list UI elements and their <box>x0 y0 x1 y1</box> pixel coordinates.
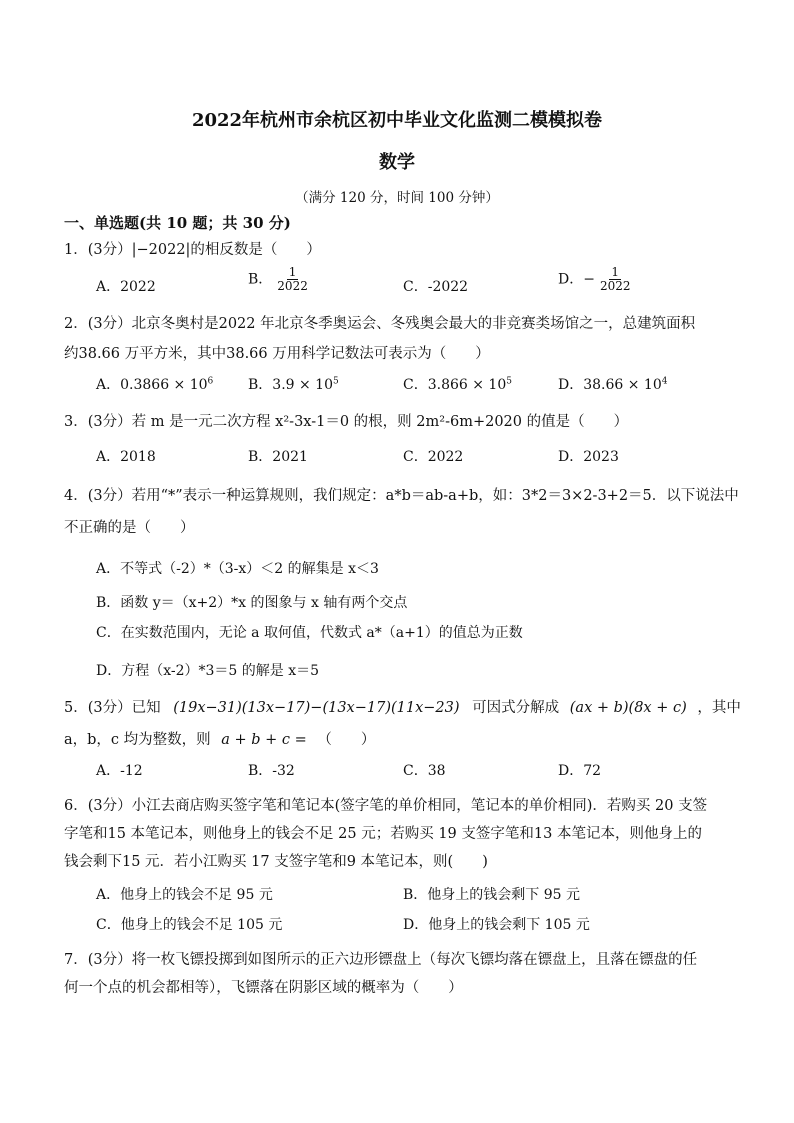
q3-option-a: A．2018 <box>96 449 156 465</box>
q2-option-a-text: A．0.3866 × 10 <box>96 377 208 393</box>
q5-line1-end: ，其中 <box>697 700 741 716</box>
q2-option-c <box>403 374 512 394</box>
q2-line2: 约38.66 万平方米，其中38.66 万用科学记数法可表示为（ ） <box>64 346 490 362</box>
q5-line2-prefix: a，b，c 均为整数，则 <box>64 732 211 748</box>
q4-option-c: C．在实数范围内，无论 a 取何值，代数式 a*（a+1）的值总为正数 <box>96 625 523 641</box>
q5-line2-end: （ ） <box>317 732 376 748</box>
q6-line2: 字笔和15 本笔记本，则他身上的钱会不足 25 元；若购买 19 支签字笔和13 本笔记本，则他身上的 <box>64 826 702 842</box>
q3-stem: 3．(3分）若 m 是一元二次方程 x²-3x-1＝0 的根，则 2m²-6m+2020 的值是（ ） <box>64 414 629 430</box>
q7-line1: 7．(3分）将一枚飞镖投掷到如图所示的正六边形镖盘上（每次飞镖均落在镖盘上，且落在镖盘的任 <box>64 952 698 968</box>
q5-line1-prefix: 5．(3分）已知 <box>64 700 161 716</box>
q4-option-d: D．方程（x-2）*3＝5 的解是 x＝5 <box>96 663 320 679</box>
q4-option-a: A．不等式（-2）*（3-x）＜2 的解集是 x＜3 <box>96 561 379 577</box>
q2-option-d-exponent: 4 <box>661 376 668 387</box>
q2-option-b-exponent: 5 <box>333 376 339 387</box>
q5-option-a: A．-12 <box>96 763 143 779</box>
q1-option-d-fraction <box>598 266 633 293</box>
q6-option-a: A．他身上的钱会不足 95 元 <box>96 887 273 903</box>
q2-option-b <box>248 374 339 394</box>
q2-line1: 2．(3分）北京冬奥村是2022 年北京冬季奥运会、冬残奥会最大的非竞赛类场馆之一，总建筑面积 <box>64 316 696 332</box>
q5-option-c: C．38 <box>403 763 446 779</box>
q2-option-b-text: B．3.9 × 10 <box>248 377 333 393</box>
q5-factored-form: (ax + b)(8x + c) <box>569 700 687 716</box>
q2-option-d-text: D．38.66 × 10 <box>558 377 662 393</box>
fraction-denominator: 2022 <box>599 279 631 293</box>
q4-option-b: B．函数 y＝（x+2）*x 的图象与 x 轴有两个交点 <box>96 595 408 611</box>
q1-option-b-label: B． <box>248 271 273 288</box>
q5-expression: (19x−31)(13x−17)−(13x−17)(11x−23) <box>173 700 460 716</box>
fraction-numerator: 1 <box>288 265 297 279</box>
q6-option-c: C．他身上的钱会不足 105 元 <box>96 917 283 933</box>
q5-sum-expression: a + b + c = <box>221 732 307 748</box>
fraction-denominator: 2022 <box>277 279 308 293</box>
q1-stem: 1．(3分）|−2022|的相反数是（ ） <box>64 242 321 258</box>
q4-line1: 4．(3分）若用“*”表示一种运算规则，我们规定：a*b＝ab-a+b，如：3*2＝3×2-3+2＝5．以下说法中 <box>64 488 739 504</box>
q6-option-b: B．他身上的钱会剩下 95 元 <box>403 887 581 903</box>
fraction-numerator: 1 <box>611 265 620 279</box>
q1-option-d <box>558 266 633 293</box>
q1-option-a: A．2022 <box>96 279 156 295</box>
section-heading: 一、单选题(共 10 题；共 30 分) <box>64 214 291 232</box>
q5-line2 <box>64 728 375 749</box>
q2-option-c-text: C．3.866 × 10 <box>403 377 507 393</box>
exam-title: 2022年杭州市余杭区初中毕业文化监测二模模拟卷 <box>191 110 603 131</box>
q1-option-d-label: D．− <box>558 271 595 288</box>
q2-option-d <box>558 374 667 394</box>
subject-title: 数学 <box>379 152 415 173</box>
q1-option-c: C．-2022 <box>403 279 469 295</box>
q4-line2: 不正确的是（ ） <box>64 520 195 536</box>
q5-option-b: B．-32 <box>248 763 295 779</box>
q3-option-c: C．2022 <box>403 449 464 465</box>
q2-option-a <box>96 374 213 394</box>
exam-info: （满分 120 分，时间 100 分钟） <box>295 190 499 206</box>
q1-option-b <box>248 266 310 293</box>
q5-line1 <box>64 696 741 717</box>
q6-line1: 6．(3分）小江去商店购买签字笔和笔记本(签字笔的单价相同，笔记本的单价相同)．若购买 20 支签 <box>64 798 708 814</box>
q6-option-d: D．他身上的钱会剩下 105 元 <box>403 917 590 933</box>
q3-option-b: B．2021 <box>248 449 308 465</box>
q3-option-d: D．2023 <box>558 449 619 465</box>
q2-option-a-exponent: 6 <box>207 376 214 387</box>
q2-option-c-exponent: 5 <box>506 376 512 387</box>
q1-option-b-fraction <box>275 266 310 293</box>
q7-line2: 何一个点的机会都相等），飞镖落在阴影区域的概率为（ ） <box>64 980 463 996</box>
q5-line1-mid: 可因式分解成 <box>472 700 560 716</box>
q6-line3: 钱会剩下15 元．若小江购买 17 支签字笔和9 本笔记本，则( ) <box>64 854 488 870</box>
q5-option-d: D．72 <box>558 763 602 779</box>
